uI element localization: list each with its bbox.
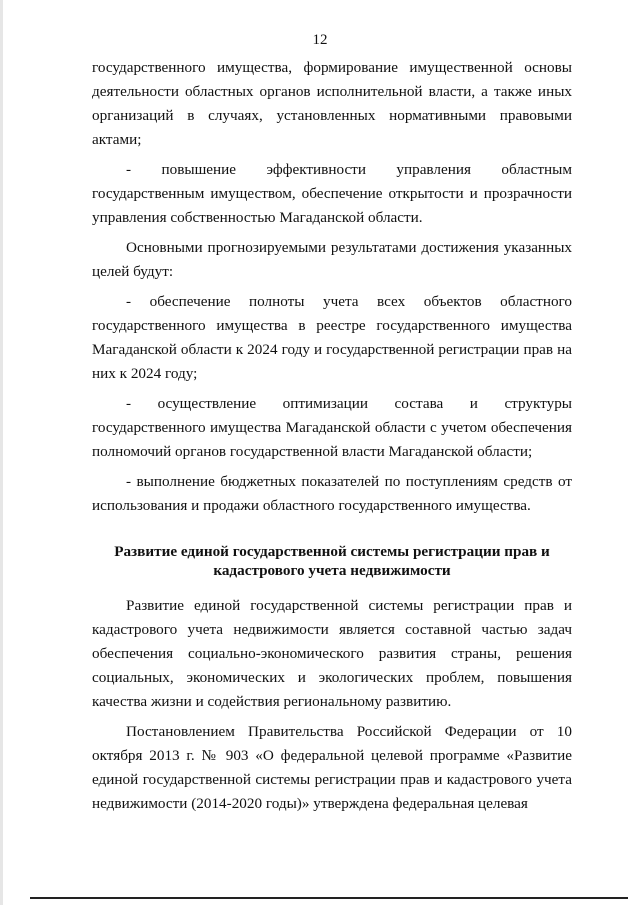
paragraph-results-intro: Основными прогнозируемыми результатами достижения указанных целей будут: [92,239,572,280]
bullet-item: - обеспечение полноты учета всех объектов областного государственного имущества в реестре государственного имущества Магаданской области к 2024 году и государственной регистрации прав на них к 2024 году; [92,293,572,382]
scan-edge [0,0,3,905]
section-heading: Развитие единой государственной системы регистрации прав и кадастрового учета недвижимости [114,543,550,579]
bullet-item: - повышение эффективности управления областным государственным имуществом, обеспечение открытости и прозрачности управления собственностью Магаданской области. [92,161,572,226]
page-number: 12 [312,32,328,48]
bullet-item: - выполнение бюджетных показателей по поступлениям средств от использования и продажи областного государственного имущества. [92,473,572,514]
document-body [92,56,572,816]
section-paragraph: Постановлением Правительства Российской Федерации от 10 октября 2013 г. № 903 «О федеральной целевой программе «Развитие единой государственной системы регистрации прав и кадастрового учета недвижимости (2014-2020 годы)» утверждена федеральная целевая [92,723,572,812]
paragraph-continuation: государственного имущества, формирование имущественной основы деятельности областных органов исполнительной власти, а также иных организаций в случаях, установленных нормативными правовыми актами; [92,59,572,148]
page-bottom-border [30,897,628,899]
section-paragraph: Развитие единой государственной системы регистрации прав и кадастрового учета недвижимости является составной частью задач обеспечения социально-экономического развития страны, решения социальных, экономических и экологических проблем, повышения качества жизни и содействия региональному развитию. [92,597,572,710]
bullet-item: - осуществление оптимизации состава и структуры государственного имущества Магаданской области с учетом обеспечения полномочий органов государственной власти Магаданской области; [92,395,572,460]
